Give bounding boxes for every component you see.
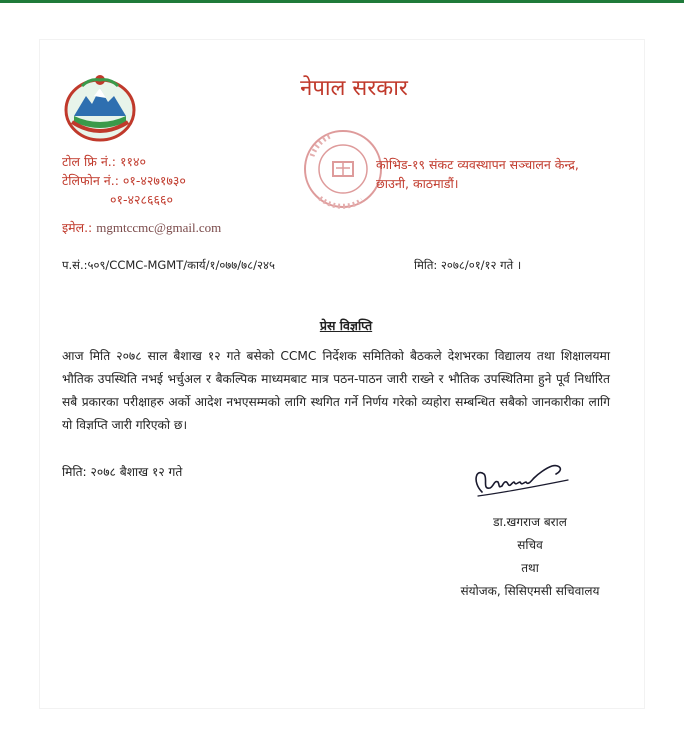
reference-date: मिति: २०७८/०१/१२ गते । bbox=[414, 258, 522, 272]
phone-row bbox=[62, 171, 186, 190]
tollfree-row bbox=[62, 152, 186, 171]
signatory-title: सचिव bbox=[517, 538, 543, 552]
notice-body: आज मिति २०७८ साल बैशाख १२ गते बसेको CCMC निर्देशक समितिको बैठकले देशभरका विद्यालय तथा शिक्षालयमा भौतिक उपस्थिति नभई भर्चुअल र बैकल्पिक माध्यमबाट मात्र पठन-पाठन जारी राख्ने र भौतिक उपस्थितिमा हुने पूर्व निर्धारित सबै प्रकारका परीक्षाहरु अर्को आदेश नभएसम्मको लागि स्थगित गर्ने निर्णय गरेको व्यहोरा सम्बन्धित सबैको जानकारीका लागि यो विज्ञप्ति जारी गरिएको छ। bbox=[62, 349, 610, 432]
notice-date: मिति: २०७८ बैशाख १२ गते bbox=[62, 465, 183, 479]
phone-row-2 bbox=[62, 190, 186, 209]
office-line-1: कोभिड-१९ संकट व्यवस्थापन सञ्चालन केन्द्र, bbox=[376, 157, 579, 172]
phone-value-2: ०१-४२८६६६० bbox=[110, 192, 174, 207]
signature-mark bbox=[468, 452, 578, 504]
notice-heading: प्रेस विज्ञप्ति bbox=[319, 318, 373, 333]
email-value: mgmtccmc@gmail.com bbox=[96, 220, 222, 235]
tollfree-label: टोल फ्रि नं.: bbox=[62, 154, 116, 169]
government-title: नेपाल सरकार bbox=[300, 76, 408, 101]
signatory-conjunction: तथा bbox=[521, 561, 539, 575]
top-border bbox=[0, 0, 684, 3]
reference-number: प.सं.:५०९/CCMC-MGMT/कार्य/१/०७७/७८/२४५ bbox=[62, 258, 275, 272]
phone-value-1: ०१-४२७१७३० bbox=[122, 173, 186, 188]
official-seal-icon bbox=[300, 126, 386, 212]
phone-label: टेलिफोन नं.: bbox=[62, 173, 119, 188]
email-label: इमेल.: bbox=[62, 220, 93, 235]
tollfree-value: ११४० bbox=[119, 154, 146, 169]
contact-block bbox=[62, 152, 186, 209]
signatory-block bbox=[420, 511, 640, 603]
signatory-name: डा.खगराज बराल bbox=[493, 515, 567, 529]
email-row bbox=[62, 219, 221, 236]
office-line-2: छाउनी, काठमाडौं। bbox=[376, 176, 459, 191]
office-address bbox=[376, 155, 579, 193]
signatory-role: संयोजक, सिसिएमसी सचिवालय bbox=[460, 584, 600, 598]
